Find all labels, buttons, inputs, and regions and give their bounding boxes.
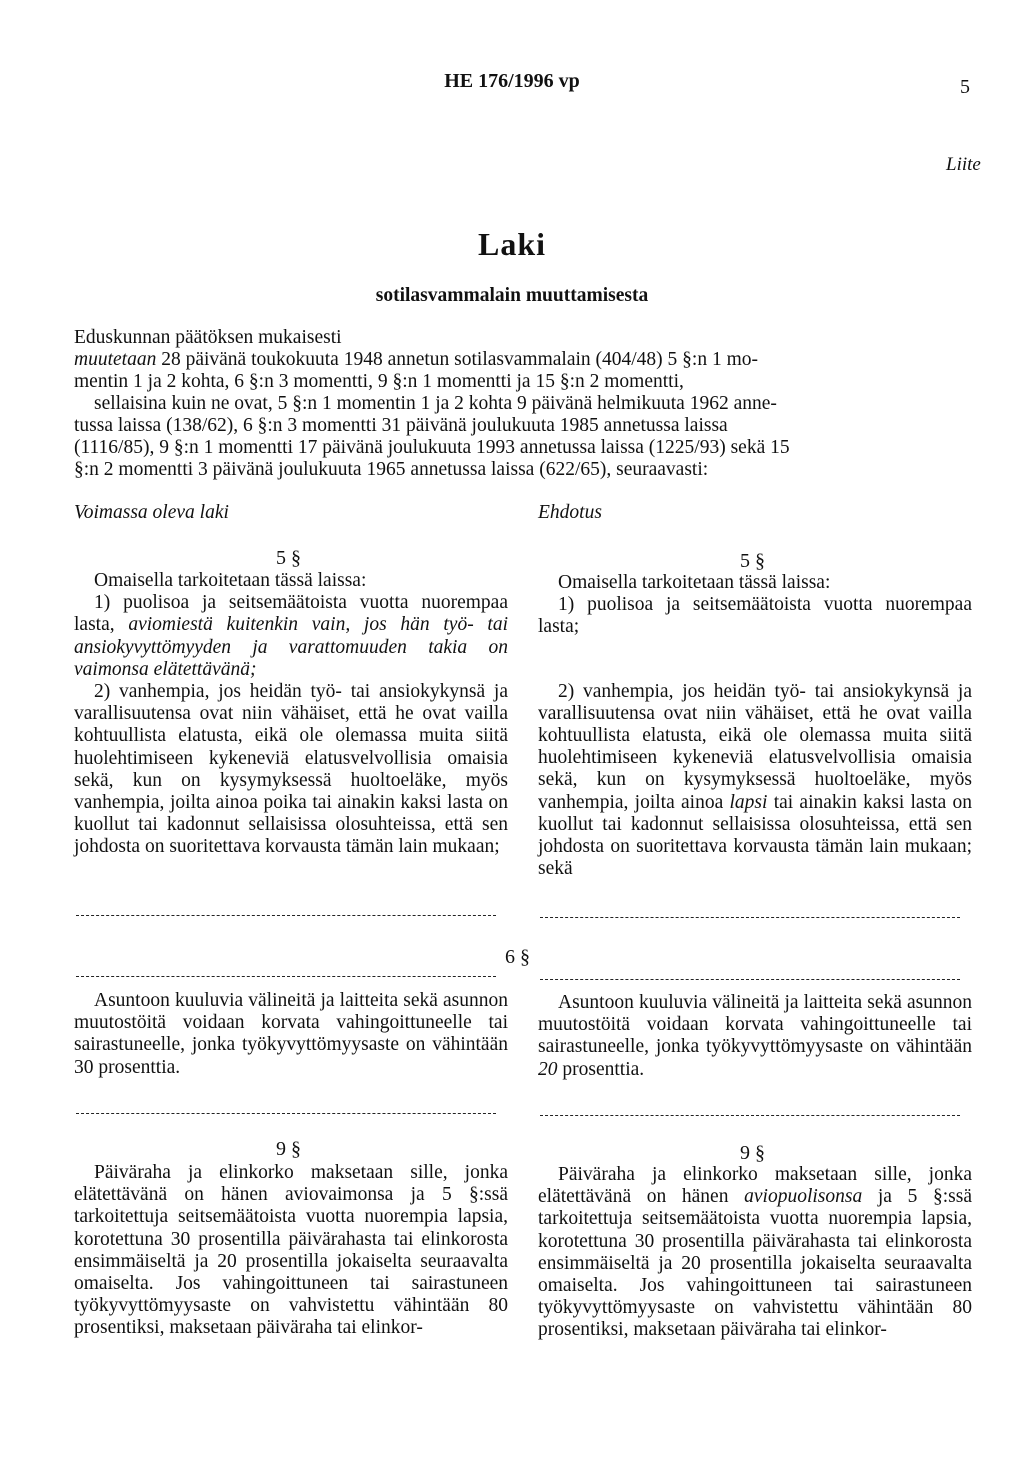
section-9-right-paragraph xyxy=(538,1164,972,1342)
item-1-plain: 1) puolisoa ja seitsemäätoista vuotta nuorempaa lasta, xyxy=(74,592,508,636)
omission-line xyxy=(76,1113,496,1114)
part-a: Päiväraha ja elinkorko maksetaan sille, jonka elätettävänä on hänen xyxy=(538,1164,972,1208)
item-2-part-a: 2) vanhempia, jos heidän työ- tai ansiokykynsä ja varallisuutensa ovat niin vähäiset, että he ovat vailla kohtuullista elatusta, eikä ole olemassa muita siitä huolehtimiseen kykeneviä elatusvelvollisia omaisia sekä, kun on kysymyksessä huoltoeläke, myös vanhempia, joilta ainoa xyxy=(538,680,972,813)
italic-change: aviopuolisonsa xyxy=(744,1186,863,1208)
section-9-left-text xyxy=(74,1162,508,1340)
intro-line: §:n 2 momentti 3 päivänä joulukuuta 1965 annetussa laissa (622/65), seuraavasti: xyxy=(74,459,709,480)
section-6-right-paragraph xyxy=(538,992,972,1081)
intro-line: tussa laissa (138/62), 6 §:n 3 momentti 31 päivänä joulukuuta 1985 annetussa laissa xyxy=(74,415,728,436)
section-9-right-text xyxy=(538,1164,972,1342)
intro-line xyxy=(74,349,758,371)
section-5-right-text xyxy=(538,572,972,880)
part-b: prosenttia. xyxy=(557,1058,645,1080)
section-5-right-intro: Omaisella tarkoitetaan tässä laissa: xyxy=(558,572,831,593)
part-a: Asuntoon kuuluvia välineitä ja laitteita sekä asunnon muutostöitä voidaan korvata vahingoittuneelle tai sairastuneelle, jonka työkyvyttömyysaste on vähintään xyxy=(538,992,972,1058)
omission-line xyxy=(540,1115,960,1116)
intro-line: mentin 1 ja 2 kohta, 6 §:n 3 momentti, 9 §:n 1 momentti ja 15 §:n 2 momentti, xyxy=(74,371,684,392)
section-6-left-paragraph: Asuntoon kuuluvia välineitä ja laitteita sekä asunnon muutostöitä voidaan korvata vahingoittuneelle tai sairastuneelle, jonka työkyvyttömyysaste on vähintään 30 prosenttia. xyxy=(74,990,508,1078)
section-9-right-number: 9 § xyxy=(740,1142,765,1164)
section-5-right-item-2 xyxy=(538,681,972,881)
law-title: Laki xyxy=(477,226,547,262)
intro-line: Eduskunnan päätöksen mukaisesti xyxy=(74,327,342,348)
section-5-right-number: 5 § xyxy=(740,550,765,572)
intro-verb: muutetaan xyxy=(74,349,157,370)
section-5-left-item-2: 2) vanhempia, jos heidän työ- tai ansiokykynsä ja varallisuutensa ovat niin vähäiset, että he ovat vailla kohtuullista elatusta, eikä ole olemassa muita siitä huolehtimiseen kykeneviä elatusvelvollisia omaisia sekä, kun on kysymyksessä huoltoeläke, myös vanhempia, joilta ainoa poika tai ainakin kaksi lasta on kuollut tai kadonnut sellaisissa olosuhteissa, että sen johdosta on suoritettava korvausta tämän lain mukaan; xyxy=(74,681,508,858)
right-column-heading: Ehdotus xyxy=(538,502,602,523)
section-6-left-text xyxy=(74,990,508,1079)
intro-line: (1116/85), 9 §:n 1 momentti 17 päivänä joulukuuta 1993 annetussa laissa (1225/93) sekä 15 xyxy=(74,437,790,458)
section-5-left-intro: Omaisella tarkoitetaan tässä laissa: xyxy=(94,570,367,591)
intro-line-rest: 28 päivänä toukokuuta 1948 annetun sotilasvammalain (404/48) 5 §:n 1 mo- xyxy=(156,349,759,370)
section-5-left-number: 5 § xyxy=(276,547,301,569)
attachment-label: Liite xyxy=(946,154,981,175)
italic-change: 20 xyxy=(538,1058,558,1080)
omission-line xyxy=(540,917,960,918)
omission-line xyxy=(76,915,496,916)
section-6-number: 6 § xyxy=(505,946,530,968)
omission-line xyxy=(76,976,496,977)
left-column-heading: Voimassa oleva laki xyxy=(74,502,229,523)
intro-paragraph xyxy=(74,327,974,503)
section-9-left-number: 9 § xyxy=(276,1138,301,1160)
document-id: HE 176/1996 vp xyxy=(444,70,580,92)
section-5-right-item-1: 1) puolisoa ja seitsemäätoista vuotta nuorempaa lasta; xyxy=(538,594,972,638)
law-subtitle: sotilasvammalain muuttamisesta xyxy=(375,285,649,306)
intro-line: sellaisina kuin ne ovat, 5 §:n 1 momentin 1 ja 2 kohta 9 päivänä helmikuuta 1962 anne- xyxy=(94,393,777,414)
section-9-left-paragraph: Päiväraha ja elinkorko maksetaan sille, jonka elätettävänä on hänen aviovaimonsa ja 5 §:ssä tarkoitettuja seitsemäätoista vuotta nuorempia lapsia, korotettuna 30 prosentilla päivärahasta tai elinkorosta ensimmäiseltä ja 20 prosentilla jokaiselta seuraavalta omaiselta. Jos vahingoittuneen tai sairastuneen työkyvyttömyysaste on vahvistettu vähintään 80 prosentiksi, maksetaan päiväraha tai elinkor- xyxy=(74,1162,508,1339)
omission-line xyxy=(540,979,960,980)
section-5-left-text xyxy=(74,570,508,859)
page-number: 5 xyxy=(960,76,970,98)
item-1-italic: aviomiestä kuitenkin vain, jos hän työ- tai ansiokyvyttömyyden ja varattomuuden takia on vaimonsa elätettävänä; xyxy=(74,614,509,680)
item-2-part-b: tai ainakin kaksi lasta on kuollut tai kadonnut sellaisissa olosuhteissa, että sen johdosta on suoritettava korvausta tämän lain mukaan; sekä xyxy=(538,791,972,880)
section-6-right-text xyxy=(538,992,972,1081)
part-b: ja 5 §:ssä tarkoitettuja seitsemäätoista vuotta nuorempia lapsia, korotettuna 30 prosentilla päivärahasta tai elinkorosta ensimmäiseltä ja 20 prosentilla jokaiselta seuraavalta omaiselta. Jos vahingoittuneen tai sairastuneen työkyvyttömyysaste on vahvistettu vähintään 80 prosentiksi, maksetaan päiväraha tai elinkor- xyxy=(538,1186,972,1341)
item-2-italic: lapsi xyxy=(729,791,768,813)
section-5-left-item-1 xyxy=(74,592,508,681)
